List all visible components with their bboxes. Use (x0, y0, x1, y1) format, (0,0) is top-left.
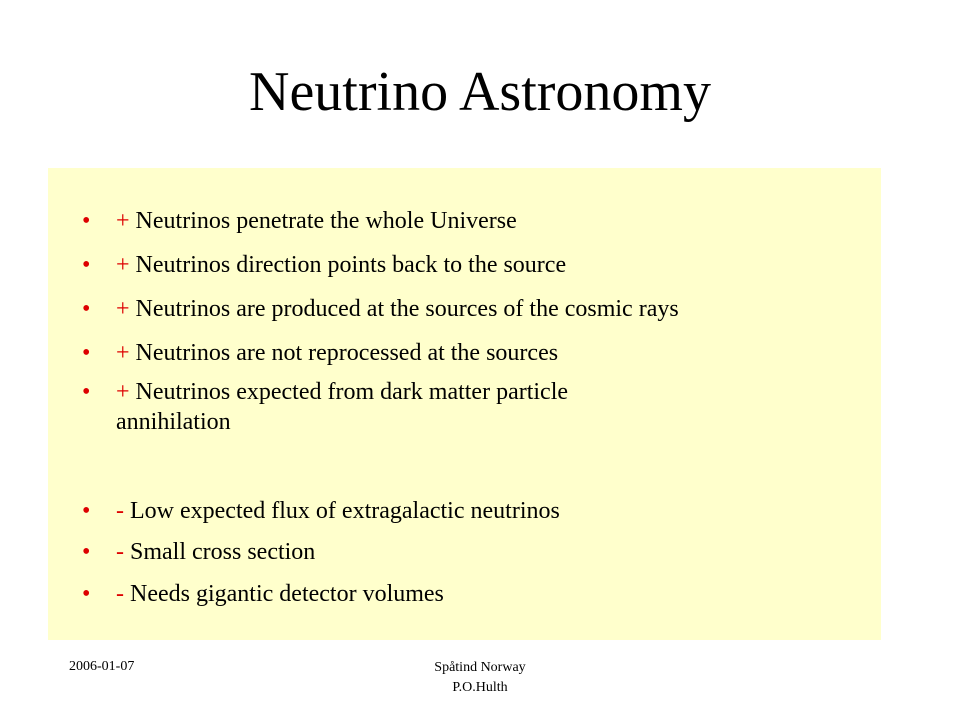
bullet-dot-icon: • (82, 208, 91, 234)
bullet-sign: - (116, 498, 124, 524)
bullet-dot-icon: • (82, 340, 91, 366)
bullet-text: Neutrinos penetrate the whole Universe (135, 208, 517, 234)
bullet-body (116, 579, 876, 609)
bullet-body (116, 250, 876, 280)
bullet-dot-icon: • (82, 252, 91, 278)
bullet-body (116, 377, 636, 437)
slide-title: Neutrino Astronomy (249, 61, 711, 123)
bullet-body (116, 537, 876, 567)
bullet-text: Neutrinos are produced at the sources of the cosmic rays (135, 296, 679, 322)
bullet-sign: + (116, 340, 130, 366)
bullet-text: Neutrinos expected from dark matter particle annihilation (116, 379, 569, 435)
bullet-sign: + (116, 208, 130, 234)
bullet-text: Low expected flux of extragalactic neutrinos (130, 498, 560, 524)
bullet-sign: + (116, 252, 130, 278)
bullet-sign: - (116, 539, 124, 565)
bullet-dot-icon: • (82, 498, 91, 524)
footer-author: P.O.Hulth (452, 680, 508, 695)
bullet-dot-icon: • (82, 379, 91, 405)
bullet-text: Neutrinos direction points back to the source (135, 252, 567, 278)
bullet-sign: + (116, 379, 130, 405)
bullet-dot-icon: • (82, 581, 91, 607)
bullet-body (116, 338, 876, 368)
bullet-body (116, 294, 876, 324)
bullet-text: Needs gigantic detector volumes (130, 581, 444, 607)
bullet-text: Small cross section (130, 539, 316, 565)
content-box (48, 168, 881, 640)
footer-venue: Spåtind Norway (434, 660, 526, 675)
bullet-dot-icon: • (82, 296, 91, 322)
bullet-body (116, 496, 876, 526)
bullet-body (116, 206, 876, 236)
bullet-dot-icon: • (82, 539, 91, 565)
footer-venue-author (360, 658, 600, 698)
bullet-sign: + (116, 296, 130, 322)
bullet-sign: - (116, 581, 124, 607)
bullet-text: Neutrinos are not reprocessed at the sources (135, 340, 559, 366)
footer-date: 2006-01-07 (69, 659, 135, 674)
